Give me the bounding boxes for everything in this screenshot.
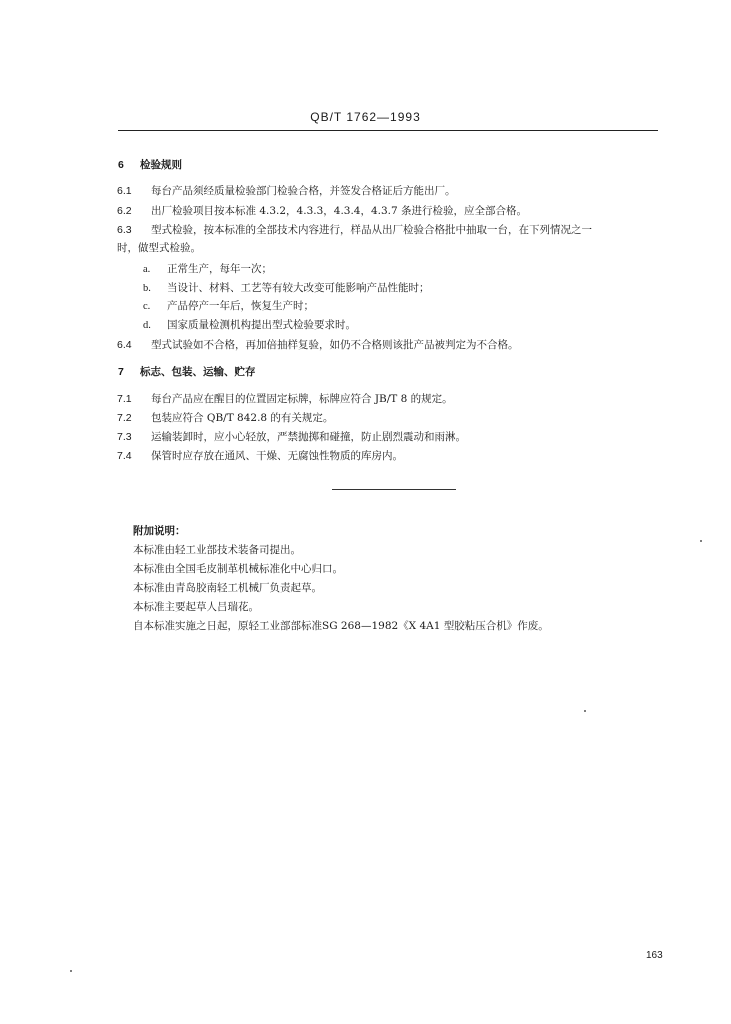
clause-number: 6.4 — [117, 339, 132, 351]
sub-item-letter: b. — [143, 283, 151, 294]
page-number: 163 — [646, 950, 663, 961]
clause-number: 7.2 — [117, 412, 132, 424]
scan-speck — [700, 540, 702, 542]
sub-item-a — [143, 262, 272, 277]
sub-item-text: 产品停产一年后，恢复生产时； — [167, 300, 314, 312]
section-6-number: 6 — [118, 159, 124, 171]
clause-text: 出厂检验项目按本标准 4.3.2，4.3.3，4.3.4，4.3.7 条进行检验，应全部合格。 — [151, 205, 528, 217]
clause-text: 型式试验如不合格，再加倍抽样复验，如仍不合格则该批产品被判定为不合格。 — [151, 339, 519, 351]
clause-number: 7.3 — [117, 431, 132, 443]
header-divider — [118, 130, 658, 131]
clause-7-3 — [117, 430, 466, 444]
note-line: 本标准由全国毛皮制革机械标准化中心归口。 — [133, 563, 343, 575]
clause-7-4 — [117, 449, 403, 463]
clause-text: 运输装卸时，应小心轻放，严禁抛掷和碰撞，防止剧烈震动和雨淋。 — [151, 431, 466, 443]
clause-6-2 — [117, 204, 527, 218]
note-line: 本标准由轻工业部技术装备司提出。 — [133, 544, 301, 556]
clause-text: 保管时应存放在通风、干燥、无腐蚀性物质的库房内。 — [151, 450, 403, 462]
additional-notes-title: 附加说明： — [133, 525, 186, 537]
clause-text: 包装应符合 QB/T 842.8 的有关规定。 — [151, 412, 334, 424]
note-line: 自本标准实施之日起，原轻工业部部标准SG 268—1982《X 4A1 型胶粘压合机》作废。 — [133, 620, 549, 632]
clause-7-2 — [117, 411, 333, 425]
clause-6-4 — [117, 338, 519, 352]
clause-6-3 — [117, 223, 592, 237]
clause-7-1 — [117, 392, 453, 406]
clause-number: 7.1 — [117, 393, 132, 405]
sub-item-b — [143, 281, 430, 296]
sub-item-d — [143, 318, 356, 333]
note-line: 本标准由青岛胶南轻工机械厂负责起草。 — [133, 582, 322, 594]
sub-item-text: 当设计、材料、工艺等有较大改变可能影响产品性能时； — [167, 282, 430, 294]
clause-text: 每台产品应在醒目的位置固定标牌，标牌应符合 JB/T 8 的规定。 — [151, 393, 453, 405]
clause-number: 7.4 — [117, 450, 132, 462]
sub-item-letter: a. — [143, 264, 151, 275]
section-6-heading — [118, 158, 182, 172]
note-line: 本标准主要起草人吕瑞花。 — [133, 601, 259, 613]
end-of-text-rule — [332, 489, 456, 490]
scan-speck — [584, 710, 586, 712]
sub-item-text: 国家质量检测机构提出型式检验要求时。 — [167, 319, 356, 331]
scan-speck — [70, 970, 72, 972]
sub-item-c — [143, 299, 314, 314]
section-6-title: 检验规则 — [140, 159, 182, 171]
sub-item-letter: c. — [143, 301, 151, 312]
clause-6-3-continuation: 时，做型式检验。 — [117, 242, 201, 254]
clause-number: 6.1 — [117, 185, 132, 197]
section-7-number: 7 — [118, 366, 124, 378]
sub-item-letter: d. — [143, 320, 151, 331]
clause-text: 每台产品须经质量检验部门检验合格，并签发合格证后方能出厂。 — [151, 185, 456, 197]
section-7-heading — [118, 365, 256, 379]
section-7-title: 标志、包装、运输、贮存 — [140, 366, 256, 378]
clause-text: 型式检验，按本标准的全部技术内容进行，样品从出厂检验合格批中抽取一台，在下列情况之一 — [151, 224, 592, 236]
clause-number: 6.3 — [117, 224, 132, 236]
clause-number: 6.2 — [117, 205, 132, 217]
sub-item-text: 正常生产，每年一次； — [167, 263, 272, 275]
standard-code-header: QB/T 1762—1993 — [310, 110, 421, 124]
clause-6-1 — [117, 184, 456, 198]
